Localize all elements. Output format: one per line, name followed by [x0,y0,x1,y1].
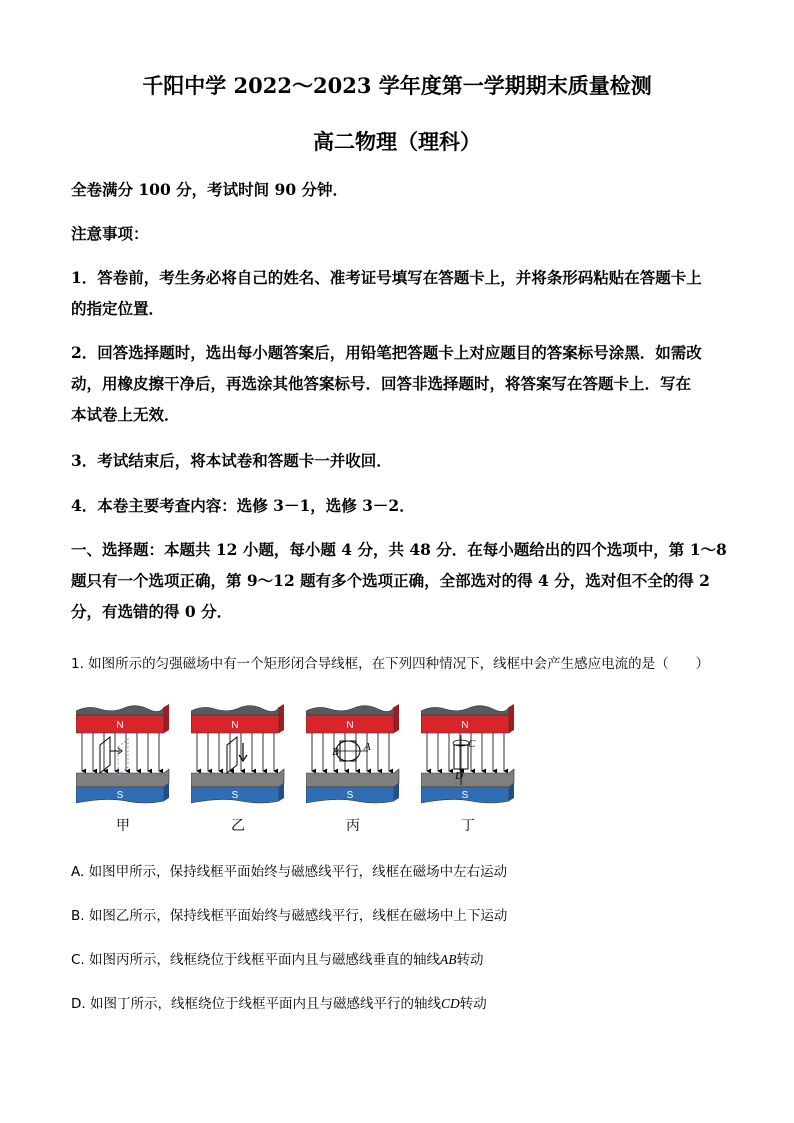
option-d [71,992,487,1012]
notice-heading: 注意事项： [71,224,149,243]
option-b: B. 如图乙所示，保持线框平面始终与磁感线平行，线框在磁场中上下运动 [71,908,508,924]
north-label: N [346,720,354,731]
north-label: N [116,720,124,731]
option-a: A. 如图甲所示，保持线框平面始终与磁感线平行，线框在磁场中左右运动 [71,864,508,880]
wire-frame [227,737,237,773]
south-label: S [461,790,469,801]
section-1-line-1: 一、选择题：本题共 12 小题，每小题 4 分，共 48 分．在每小题给出的四个选项中，第 1～8 [71,540,727,559]
option-c-suffix: 转动 [456,952,484,968]
wire-frame-moved [118,739,128,775]
motion-arrow [110,748,122,754]
wire-frame [100,737,110,773]
option-d-suffix: 转动 [459,996,487,1012]
north-pole-side [164,704,169,733]
north-pole-top [191,706,279,715]
option-c-axis: AB [440,952,457,967]
south-pole-top [306,769,399,787]
figure-caption: 丁 [461,818,475,834]
option-d-axis: CD [440,996,460,1011]
motion-arrow [239,743,247,761]
north-pole-side [279,704,284,733]
north-pole-top [306,706,394,715]
section-1-line-3: 分，有选错的得 0 分． [71,602,233,621]
south-label: S [231,790,239,801]
notice-2-line-2: 动，用橡皮擦干净后，再选涂其他答案标号．回答非选择题时，将答案写在答题卡上．写在 [71,374,692,393]
magnet-figure-2 [191,703,286,807]
north-pole-side [394,704,399,733]
magnet-figure-3 [306,703,401,807]
magnet-figure-1 [76,703,171,807]
magnet-figure-4 [421,703,516,807]
north-label: N [231,720,239,731]
option-c-text: C. 如图丙所示，线框绕位于线框平面内且与磁感线垂直的轴线 [71,952,441,968]
north-pole-side [509,704,514,733]
north-pole-top [421,706,509,715]
axis-label-a: A [364,741,371,753]
exam-title: 千阳中学 2022～2023 学年度第一学期期末质量检测 [142,73,652,98]
option-d-text: D. 如图丁所示，线框绕位于线框平面内且与磁感线平行的轴线 [71,996,441,1012]
axis-label-d: D [455,770,463,782]
south-label: S [116,790,124,801]
full-score-line: 全卷满分 100 分，考试时间 90 分钟． [71,180,349,199]
axis-label-c: C [468,738,476,750]
question-1-stem: 1. 如图所示的匀强磁场中有一个矩形闭合导线框，在下列四种情况下，线框中会产生感应电流的是（ ） [71,656,710,672]
axis-label-b: B [332,746,339,758]
exam-subtitle: 高二物理（理科） [313,129,481,154]
notice-1-line-2: 的指定位置． [71,299,165,318]
figure-caption: 甲 [116,818,130,834]
notice-2-line-3: 本试卷上无效． [71,405,180,424]
figure-caption: 乙 [231,818,245,834]
notice-2-line-1: 2．回答选择题时，选出每小题答案后，用铅笔把答题卡上对应题目的答案标号涂黑．如需改 [71,343,702,362]
notice-3: 3．考试结束后，将本试卷和答题卡一并收回． [71,451,392,470]
north-pole-top [76,706,164,715]
notice-4: 4．本卷主要考查内容：选修 3－1，选修 3－2． [71,496,415,515]
south-label: S [346,790,354,801]
figure-caption: 丙 [346,818,360,834]
option-c [71,948,484,968]
north-label: N [461,720,469,731]
section-1-line-2: 题只有一个选项正确，第 9～12 题有多个选项正确，全部选对的得 4 分，选对但不全的得 2 [71,571,710,590]
notice-1-line-1: 1．答卷前，考生务必将自己的姓名、准考证号填写在答题卡上，并将条形码粘贴在答题卡上 [71,268,702,287]
south-pole-top [421,769,514,787]
south-pole-top [191,769,284,787]
